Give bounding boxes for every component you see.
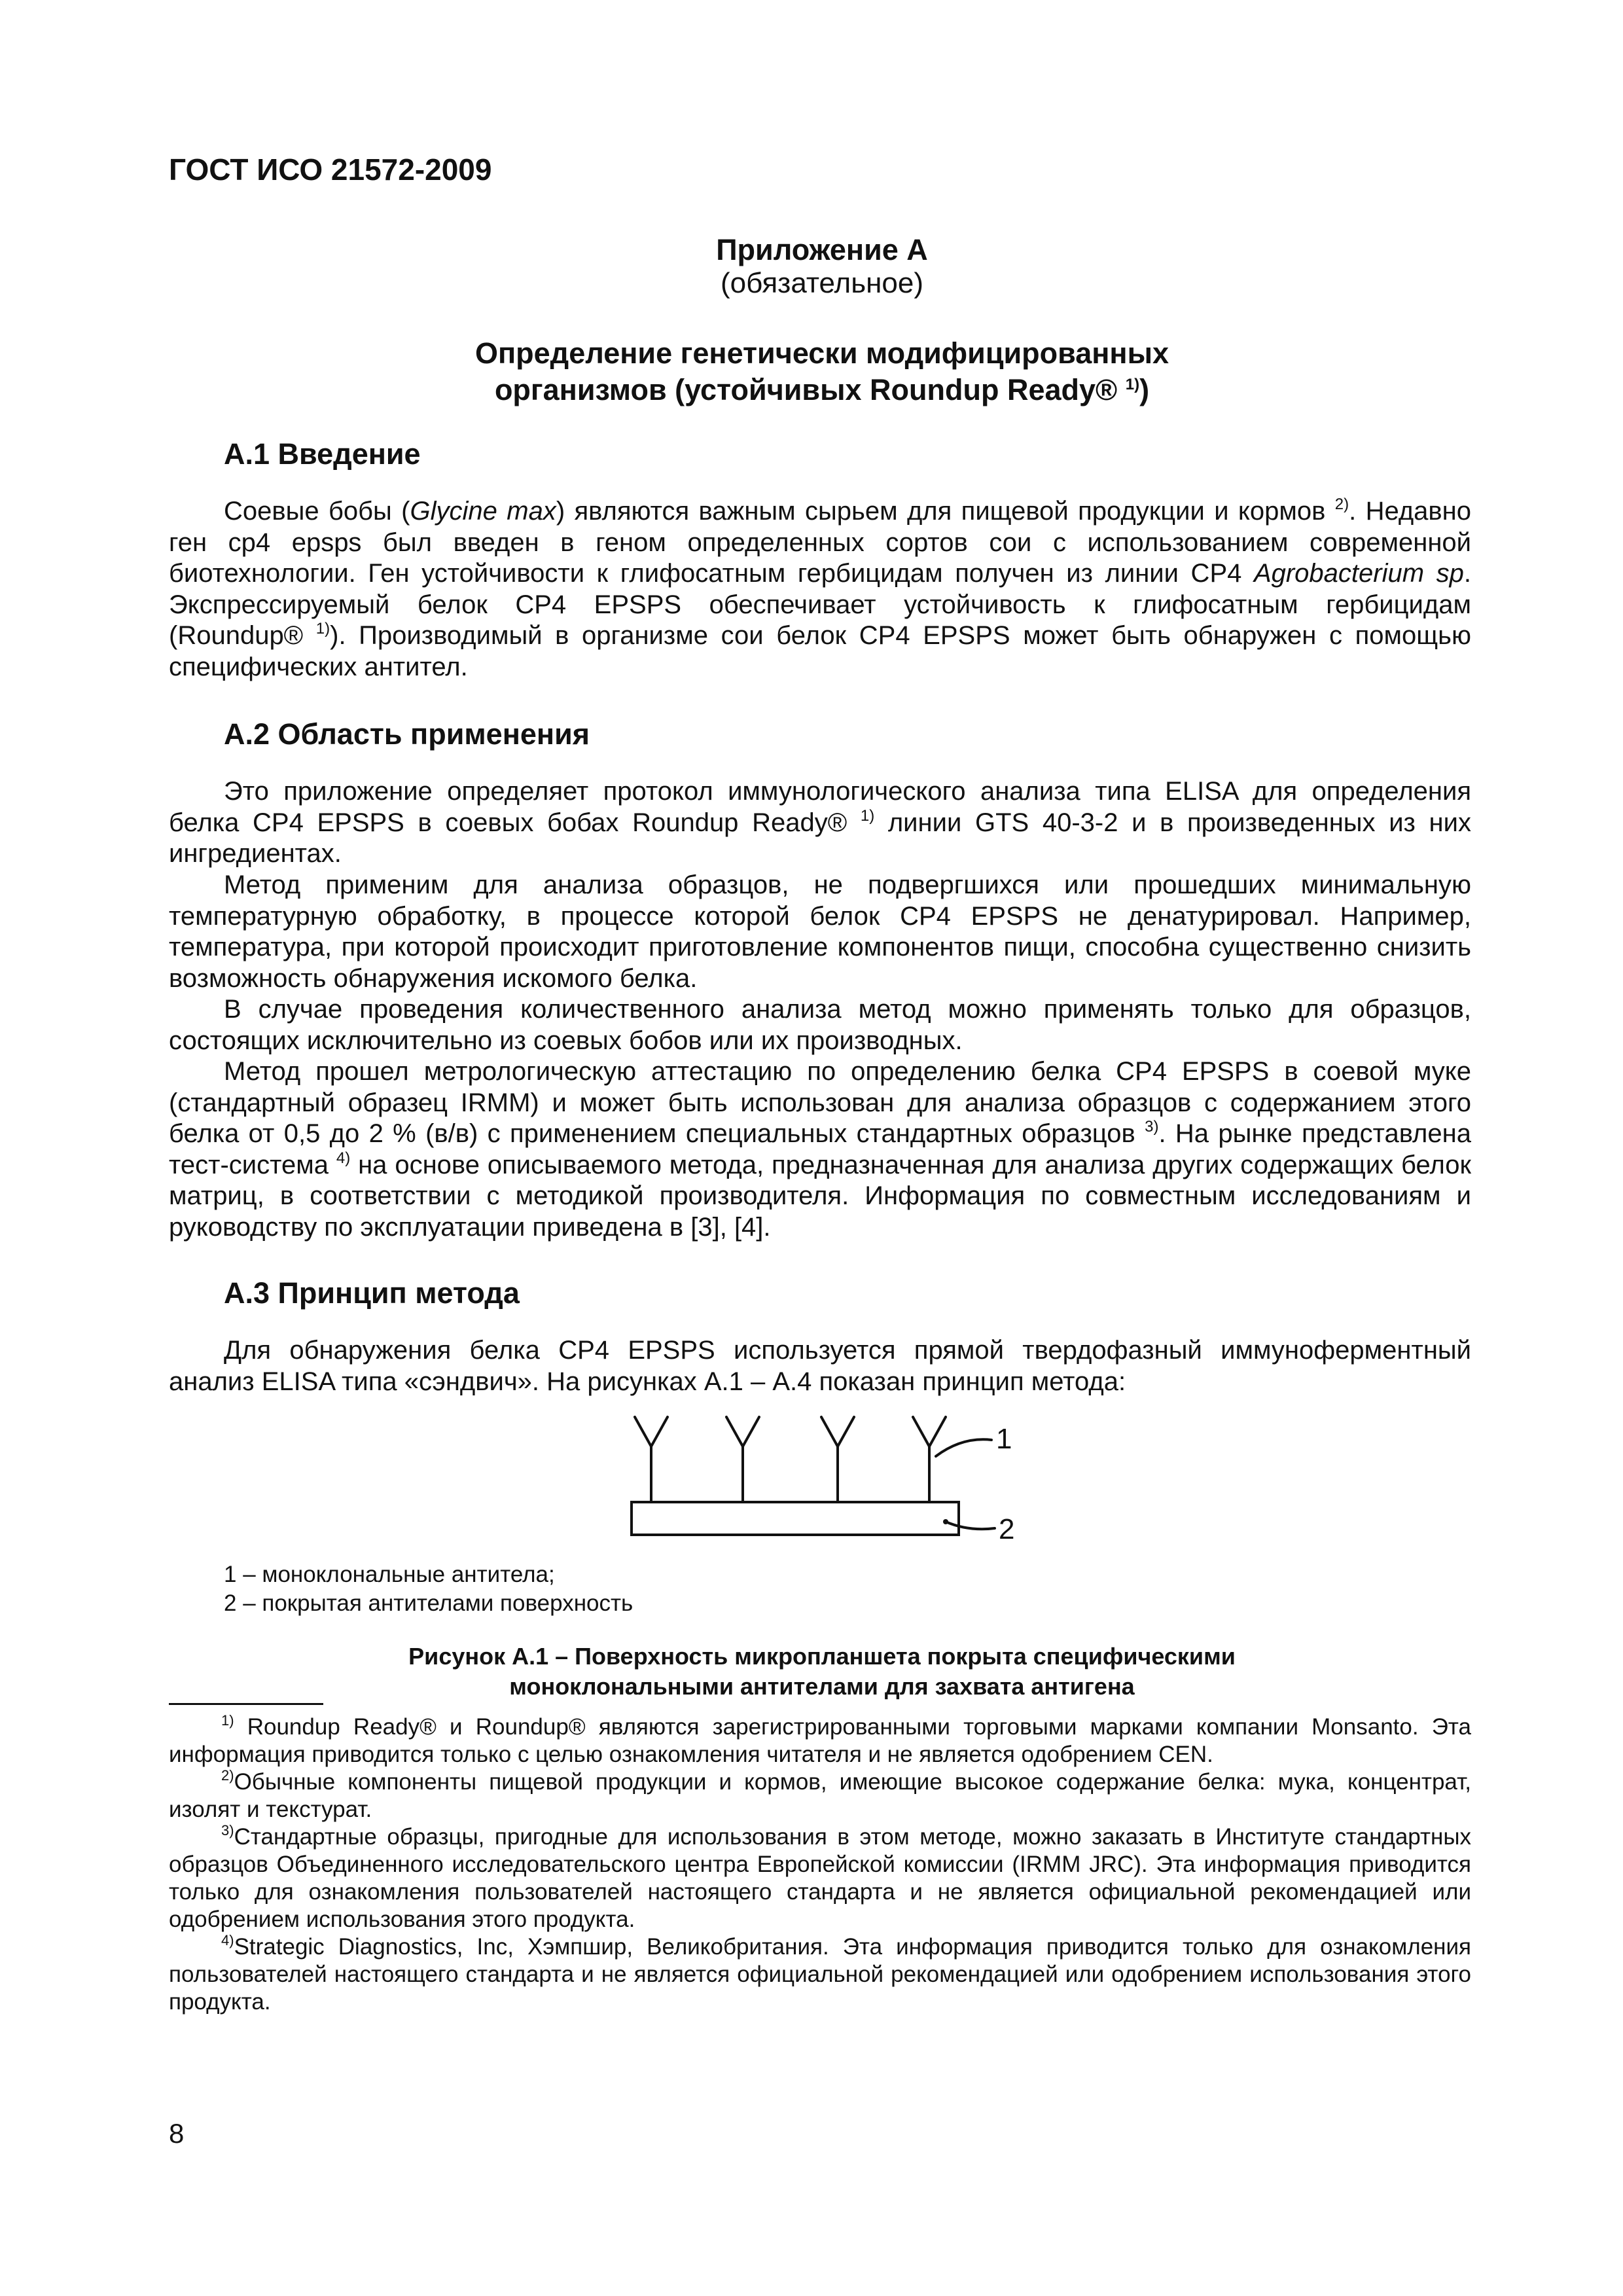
figure-legend-2: 2 – покрытая антителами поверхность — [224, 1590, 633, 1616]
appendix-heading-line2: организмов (устойчивых Roundup Ready® — [494, 373, 1118, 406]
appendix-subtitle: (обязательное) — [720, 267, 924, 299]
callout-label-1: 1 — [996, 1423, 1012, 1455]
footnote-3 — [169, 1823, 1471, 1933]
species-name: Glycine max — [410, 497, 556, 526]
coated-surface-plate — [632, 1502, 959, 1535]
appendix-heading — [170, 335, 1474, 408]
section-a2-paragraph-4 — [169, 1056, 1471, 1243]
callout-label-2: 2 — [999, 1513, 1015, 1545]
footnote-mark: 3) — [221, 1822, 234, 1839]
section-a2-paragraph-1 — [169, 776, 1471, 870]
footnote-text: Обычные компоненты пищевой продукции и кормов, имеющие высокое содержание белка: мука, концентрат, изолят и текстурат. — [169, 1769, 1471, 1822]
text-run: на основе описываемого метода, предназначенная для анализа других содержащих белок матриц, в соответствии с методикой производителя. Информация по совместным исследованиям и руководству по эксплуатации приведена в [3], [4]. — [169, 1150, 1471, 1242]
text-run: Соевые бобы ( — [224, 497, 410, 526]
figure-caption — [170, 1641, 1474, 1702]
text-run: ) являются важным сырьем для пищевой продукции и кормов — [556, 497, 1326, 526]
footnote-text: Стандартные образцы, пригодные для использования в этом методе, можно заказать в Институте стандартных образцов Объединенного исследовательского центра Европейской комиссии (IRMM JRC). Эта информация приводится только для ознакомления пользователей настоящего стандарта и не является официальной рекомендацией или одобрением использования этого продукта. — [169, 1824, 1471, 1932]
footnote-ref: 4) — [336, 1149, 351, 1167]
heading-tail: ) — [1139, 373, 1150, 406]
caption-line-2: моноклональными антителами для захвата антигена — [509, 1673, 1135, 1700]
callout-leader-1 — [936, 1439, 991, 1456]
text-run: . На рынке представлена тест-система — [169, 1119, 1471, 1179]
text-run: ). Производимый в организме сои белок CP4 EPSPS может быть обнаружен с помощью специфических антител. — [169, 621, 1471, 681]
section-a3-paragraph: Для обнаружения белка CP4 EPSPS используется прямой твердофазный иммуноферментный анализ ELISA типа «сэндвич». На рисунках А.1 – А.4 показан принцип метода: — [169, 1336, 1471, 1396]
footnote-mark: 2) — [221, 1767, 234, 1784]
footnote-ref: 2) — [1334, 495, 1349, 513]
section-a3-heading: А.3 Принцип метода — [224, 1276, 520, 1310]
callout-leader-2 — [946, 1522, 995, 1529]
species-name: Agrobacterium sp — [1253, 559, 1464, 588]
section-a1-heading: А.1 Введение — [224, 437, 421, 471]
figure-a1-diagram — [609, 1410, 1054, 1554]
standard-header: ГОСТ ИСО 21572-2009 — [169, 152, 492, 187]
footnote-ref: 1) — [315, 620, 330, 637]
footnote-ref: 1) — [1125, 376, 1140, 393]
antibody-3 — [821, 1417, 854, 1502]
section-a2-paragraph-2: Метод применим для анализа образцов, не подвергшихся или прошедших минимальную температурную обработку, в процессе которой белок CP4 EPSPS не денатурировал. Например, температура, при которой происходит приготовление компонентов пищи, способна существенно снизить возможность обнаружения искомого белка. — [169, 870, 1471, 993]
callout-point-2 — [943, 1519, 948, 1524]
footnote-text: Strategic Diagnostics, Inc, Хэмпшир, Великобритания. Эта информация приводится только для ознакомления пользователей настоящего стандарта и не является официальной рекомендацией или одобрением использования этого продукта. — [169, 1934, 1471, 2015]
antibody-4 — [913, 1417, 946, 1502]
page-number: 8 — [169, 2118, 185, 2149]
appendix-title: Приложение А — [716, 233, 928, 266]
figure-legend-1: 1 – моноклональные антитела; — [224, 1562, 555, 1587]
footnote-mark: 4) — [221, 1932, 234, 1948]
footnote-4 — [169, 1933, 1471, 2016]
section-a1-paragraph — [169, 496, 1471, 683]
text-run: . Недавно ген cp4 epsps был введен в геном определенных сортов сои с использованием современной биотехнологии. Ген устойчивости к глифосатным гербицидам получен из линии CP4 — [169, 497, 1471, 588]
footnote-mark: 1) — [221, 1712, 234, 1729]
appendix-heading-line1: Определение генетически модифицированных — [474, 336, 1169, 370]
caption-line-1: Рисунок А.1 – Поверхность микропланшета покрыта специфическими — [408, 1643, 1236, 1670]
footnote-text: Roundup Ready® и Roundup® являются зарегистрированными торговыми марками компании Monsanto. Эта информация приводится только с целью ознакомления читателя и не является одобрением CEN. — [169, 1714, 1471, 1767]
antibody-2 — [726, 1417, 759, 1502]
footnote-2 — [169, 1768, 1471, 1823]
footnote-1 — [169, 1713, 1471, 1768]
text-run: линии GTS 40-3-2 и в произведенных из них ингредиентах. — [169, 808, 1471, 868]
footnote-ref: 3) — [1145, 1118, 1159, 1136]
text-run: . Экспрессируемый белок CP4 EPSPS обеспечивает устойчивость к глифосатным гербицидам (Roundup® — [169, 559, 1471, 650]
text-run: Метод прошел метрологическую аттестацию по определению белка CP4 EPSPS в соевой муке (стандартный образец IRMM) и может быть использован для анализа образцов с содержанием этого белка от 0,5 до 2 % (в/в) с применением специальных стандартных образцов — [169, 1057, 1471, 1148]
text-run: Это приложение определяет протокол иммунологического анализа типа ELISA для определения белка CP4 EPSPS в соевых бобах Roundup Ready® — [169, 777, 1471, 837]
section-a2-paragraph-3: В случае проведения количественного анализа метод можно применять только для образцов, состоящих исключительно из соевых бобов или их производных. — [169, 995, 1471, 1055]
antibody-1 — [635, 1417, 668, 1502]
footnote-separator — [169, 1703, 323, 1705]
section-a2-heading: А.2 Область применения — [224, 717, 590, 751]
footnote-ref: 1) — [860, 806, 875, 825]
